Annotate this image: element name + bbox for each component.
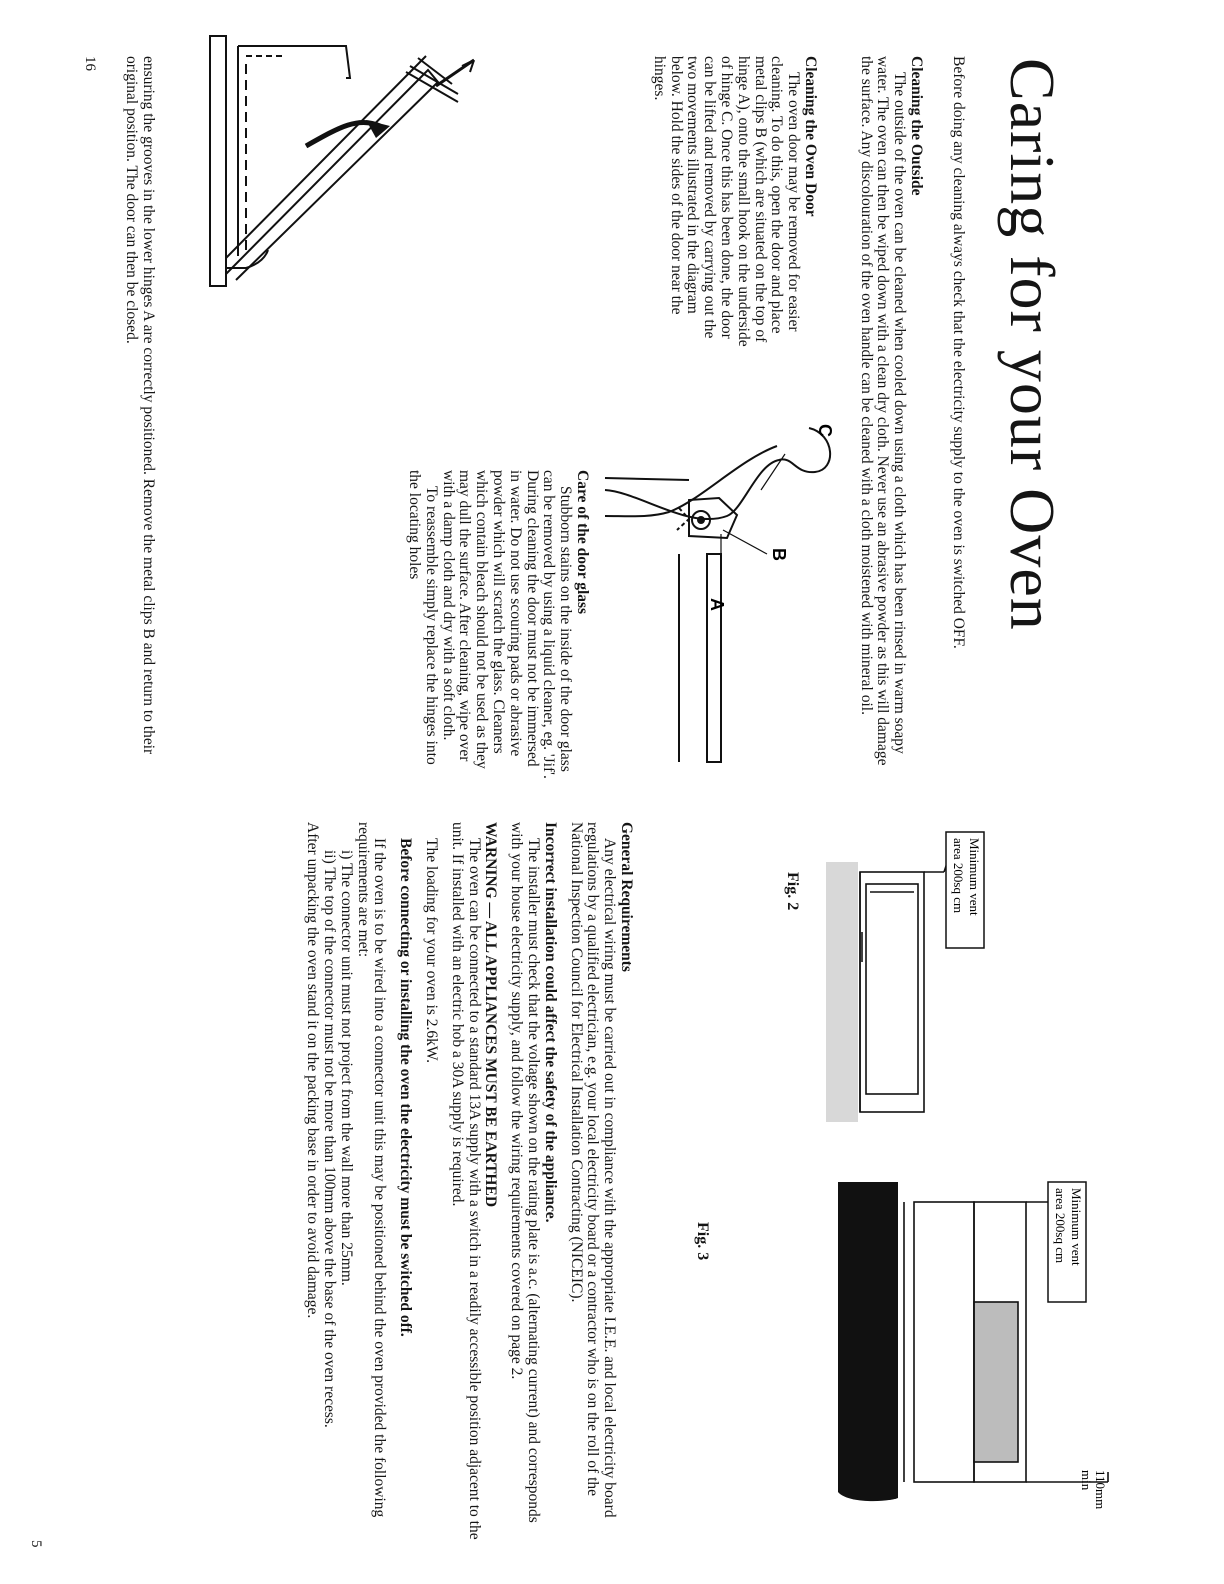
hinge-label-b: B — [769, 548, 789, 561]
reassemble-continued: ensuring the grooves in the lower hinges A are correctly positioned. Remove the metal clips B and return to their original position. The door can then be closed. — [123, 56, 157, 755]
before-heading: Before connecting or installing the oven the electricity must be switched off. — [397, 838, 415, 1337]
requirement-2: ii) The top of the connector must not be more than 100mm above the base of the oven recess. — [321, 850, 339, 1428]
glass-text: Stubborn stains on the inside of the door glass can be removed by using a liquid cleaner, eg. 'Jif'. During cleaning the door must not be immersed in water. Do not use scouring pads or abrasive powder which will scratch the glass. Cleaners which contain bleach should not be used as they may dull the surface. After cleaning, wipe over with a damp cloth and dry with a soft cloth. — [439, 470, 575, 779]
unpack-text: After unpacking the oven stand it on the packing base in order to avoid damage. — [304, 822, 322, 1319]
loading-text: The loading for your oven is 2.6kW. — [423, 838, 441, 1063]
fig3-diagram — [768, 1182, 1138, 1512]
cleaning-door-section — [650, 56, 818, 356]
hinge-c-hook — [605, 428, 830, 519]
requirements-text — [294, 822, 634, 1552]
installer-text: The installer must check that the voltage shown on the rating plate is a.c. (alternating current) and corresponds with your house electricity supply, and follow the wiring requirements covered on page 2. — [508, 822, 543, 1523]
general-heading: General Requirements — [618, 822, 635, 972]
glass-heading: Care of the door glass — [574, 470, 591, 615]
connector-text: If the oven is to be wired into a connector unit this may be positioned behind the oven provided the following requirements are met: — [354, 822, 389, 1518]
fig3-dimension-line1: 110mm — [1093, 1470, 1108, 1510]
door-text: The oven door may be removed for easier cleaning. To do this, open the door and place metal clips B (which are situated on the top of hinge A), onto the small hook on the underside of hinge C. Once this has been done, the door can be lifted and removed by carrying out the two movements illustrated in the diagram below. Hold the sides of the door near the hinges. — [650, 56, 803, 347]
intro-paragraph: Before doing any cleaning always check that the electricity supply to the oven is switched OFF. — [950, 56, 967, 649]
left-page-number: 16 — [82, 56, 98, 71]
hinge-label-c: C — [815, 424, 835, 437]
fig2-wall — [826, 862, 858, 1122]
outside-heading: Cleaning the Outside — [908, 56, 925, 196]
door-glass-section — [405, 470, 590, 780]
fig3-vent-label-line1: Minimum vent — [1069, 1188, 1084, 1266]
door-heading: Cleaning the Oven Door — [802, 56, 819, 217]
hinge-label-a: A — [707, 598, 727, 611]
page-title: Caring for your Oven — [997, 58, 1068, 631]
fig3-cabinet-lower — [914, 1202, 974, 1482]
fig3-vent-label-line2: area 200sq cm — [1053, 1188, 1068, 1264]
connect-text: The oven can be connected to a standard 13A supply with a switch in a readily accessible position adjacent to the unit. If installed with an electric hob a 30A supply is required. — [448, 822, 483, 1540]
fig3-floor-base — [838, 1182, 898, 1501]
hinge-diagram — [604, 420, 839, 760]
fig2-cabinet — [860, 872, 924, 1112]
fig3-oven-shaded — [974, 1302, 1018, 1462]
door-removal-diagram — [186, 36, 586, 286]
fig3-dimension-line2: min — [1079, 1470, 1094, 1491]
fig3-label: Fig. 3 — [694, 1222, 711, 1261]
cleaning-outside-section — [857, 56, 924, 776]
outside-text: The outside of the oven can be cleaned when cooled down using a cloth which has been rinsed in warm soapy water. The oven can then be wiped down with a clean dry cloth. Never use an abrasive powder as this will damage the surface. Any discolouration of the oven handle can be cleaned with a cloth moistened with mineral oil. — [857, 56, 909, 766]
warning-heading: WARNING — ALL APPLIANCES MUST BE EARTHED — [482, 822, 500, 1208]
fig2-diagram — [804, 832, 984, 1122]
incorrect-heading: Incorrect installation could affect the safety of the appliance. — [541, 822, 559, 1223]
general-text: Any electrical wiring must be carried out in compliance with the appropriate I.E.E. and local electricity board regulations by a qualified electrician, e.g. your local electricity board or a contractor who is on the roll of the National Inspection Council for Electrical Installation Contracting (NICEIC). — [567, 822, 619, 1518]
reassemble-text: To reassemble simply replace the hinges into the locating holes — [406, 470, 440, 765]
fig2-vent-label-line1: Minimum vent — [967, 838, 982, 916]
fig2-label: Fig. 2 — [784, 872, 801, 911]
requirement-1: i) The connector unit must not project from the wall more than 25mm. — [337, 850, 355, 1286]
right-page — [0, 792, 1224, 1584]
right-page-number: 5 — [28, 1540, 44, 1548]
door-panel — [210, 36, 226, 286]
door-frame — [226, 70, 438, 280]
fig2-vent-label-line2: area 200sq cm — [951, 838, 966, 914]
